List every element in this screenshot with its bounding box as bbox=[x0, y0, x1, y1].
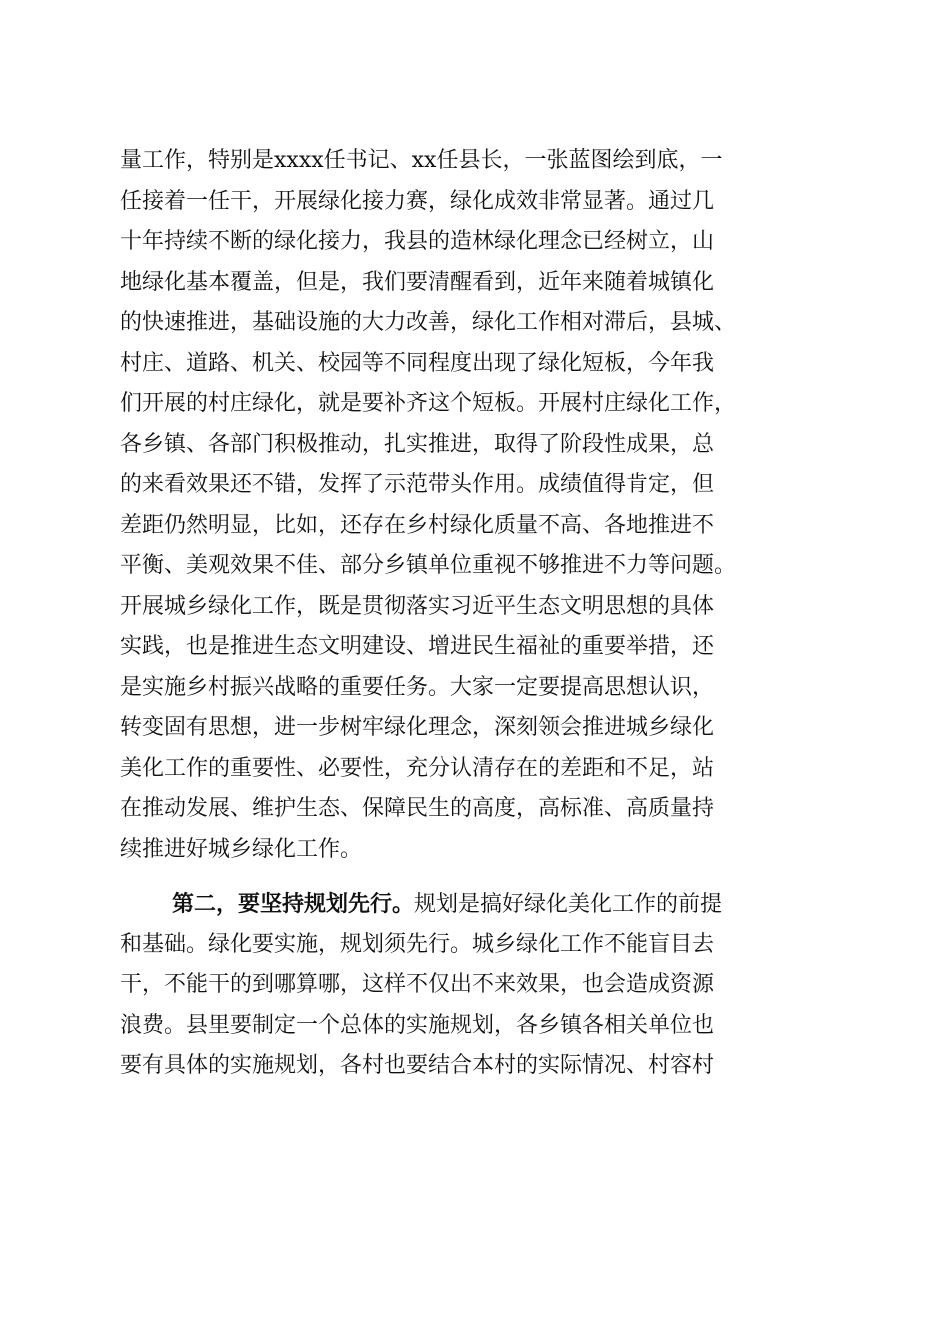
text-line-first bbox=[120, 884, 832, 925]
text-line: 十年持续不断的绿化接力，我县的造林绿化理念已经树立，山 bbox=[120, 229, 715, 254]
text-line: 是实施乡村振兴战略的重要任务。大家一定要提高思想认识， bbox=[120, 674, 715, 700]
text-line: 要有具体的实施规划，各村也要结合本村的实际情况、村容村 bbox=[120, 1053, 715, 1078]
text-line: 和基础。绿化要实施，规划须先行。城乡绿化工作不能盲目去 bbox=[120, 931, 715, 957]
text-line: 平衡、美观效果不佳、部分乡镇单位重视不够推进不力等问题。 bbox=[120, 553, 737, 578]
text-line: 转变固有思想，进一步树牢绿化理念，深刻领会推进城乡绿化 bbox=[120, 715, 715, 740]
text-line: 各乡镇、各部门积极推动，扎实推进，取得了阶段性成果，总 bbox=[120, 431, 715, 457]
text-line: 开展城乡绿化工作，既是贯彻落实习近平生态文明思想的具体 bbox=[120, 593, 715, 619]
text-line: 们开展的村庄绿化，就是要补齐这个短板。开展村庄绿化工作， bbox=[120, 391, 737, 416]
text-run: 规划是搞好绿化美化工作的前提 bbox=[414, 892, 723, 917]
text-line: 的来看效果还不错，发挥了示范带头作用。成绩值得肯定，但 bbox=[120, 472, 715, 497]
text-line: 村庄、道路、机关、校园等不同程度出现了绿化短板，今年我 bbox=[120, 350, 715, 376]
paragraph-spacer bbox=[120, 870, 832, 884]
paragraph-2 bbox=[120, 884, 832, 1087]
text-line: 干，不能干的到哪算哪，这样不仅出不来效果，也会造成资源 bbox=[120, 972, 715, 997]
text-line: 美化工作的重要性、必要性，充分认清存在的差距和不足，站 bbox=[120, 755, 715, 781]
text-line: 任接着一任干，开展绿化接力赛，绿化成效非常显著。通过几 bbox=[120, 188, 715, 214]
text-line: 实践，也是推进生态文明建设、增进民生福祉的重要举措，还 bbox=[120, 634, 715, 659]
text-line: 在推动发展、维护生态、保障民生的高度，高标准、高质量持 bbox=[120, 796, 715, 821]
document-body bbox=[120, 141, 832, 1087]
text-line: 地绿化基本覆盖，但是，我们要清醒看到，近年来随着城镇化 bbox=[120, 269, 715, 295]
text-line: 量工作，特别是xxxx任书记、xx任县长，一张蓝图绘到底，一 bbox=[120, 148, 723, 173]
text-line: 的快速推进，基础设施的大力改善，绿化工作相对滞后，县城、 bbox=[120, 310, 737, 335]
text-line: 差距仍然明显，比如，还存在乡村绿化质量不高、各地推进不 bbox=[120, 512, 715, 538]
paragraph-1 bbox=[120, 141, 832, 870]
text-line: 浪费。县里要制定一个总体的实施规划，各乡镇各相关单位也 bbox=[120, 1012, 715, 1038]
section-heading: 第二，要坚持规划先行。 bbox=[172, 891, 415, 917]
text-line: 续推进好城乡绿化工作。 bbox=[120, 836, 363, 862]
